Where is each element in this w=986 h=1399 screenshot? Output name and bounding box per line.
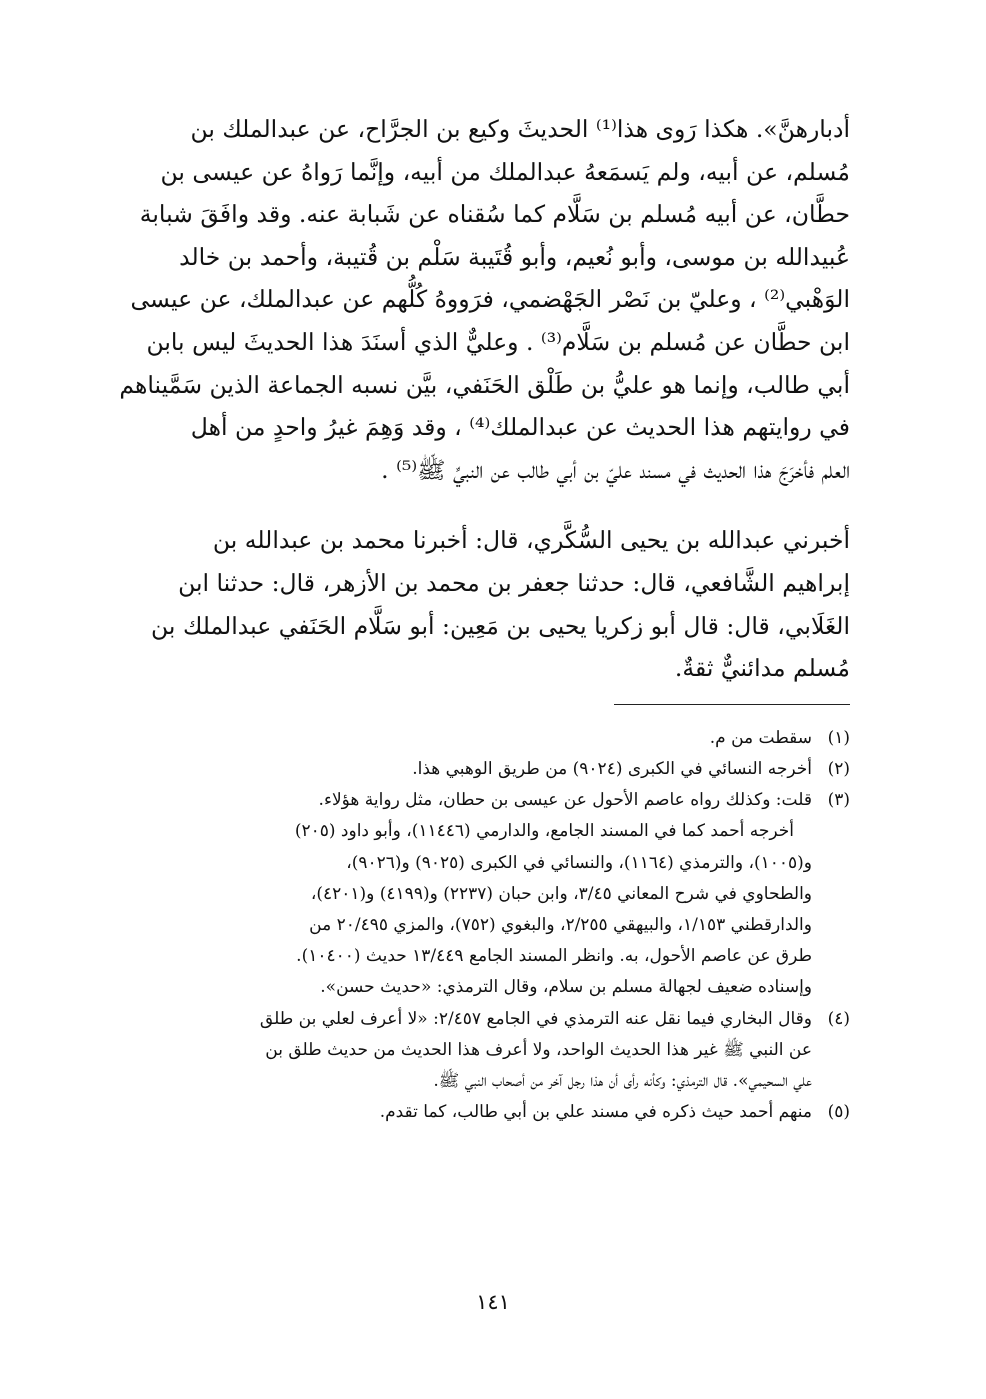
text-line: في روايتهم هذا الحديث عن عبدالملك⁽⁴⁾ ، وقد وَهِمَ غيرُ واحدٍ من أهل — [190, 413, 850, 442]
footnote-line: و(١٠٠٥)، والترمذي (١١٦٤)، والنسائي في الكبرى (٩٠٢٥) و(٩٠٢٦)، — [346, 852, 812, 873]
page-content — [119, 108, 850, 1128]
footnote-number: (٣) — [827, 790, 850, 811]
footnote-1 — [150, 723, 850, 754]
footnote-3 — [150, 785, 850, 816]
footnote-line: أخرجه أحمد كما في المسند الجامع، والدارمي (١١٤٤٦)، وأبو داود (٢٠٥) — [294, 821, 794, 842]
footnote-number: (٢) — [827, 758, 850, 779]
footnote-body — [150, 723, 812, 754]
footnote-body — [150, 785, 812, 816]
main-paragraph-2 — [150, 519, 850, 689]
text-line: عُبيدالله بن موسى، وأبو نُعيم، وأبو قُتَيبة سَلْم بن قُتيبة، وأحمد بن خالد — [179, 242, 850, 271]
footnote-number: (٤) — [827, 1008, 850, 1029]
text-line: مُسلم، عن أبيه، ولم يَسمَعهُ عبدالملك من أبيه، وإنَّما رَواهُ عن عيسى بن — [160, 157, 850, 186]
footnote-4 — [150, 1004, 850, 1098]
main-paragraph-1 — [119, 108, 850, 491]
footnote-line: والطحاوي في شرح المعاني ٣/٤٥، وابن حبان (٢٢٣٧) و(٤١٩٩) و(٤٢٠١)، — [310, 883, 812, 904]
text-line: أخبرني عبدالله بن يحيى السُّكَّري، قال: أخبرنا محمد بن عبدالله بن — [212, 526, 850, 555]
footnote-line: سقطت من م. — [709, 727, 812, 748]
footnote-line: عن النبي ﷺ غير هذا الحديث الواحد، ولا أعرف هذا الحديث من حديث طلق بن — [265, 1039, 812, 1060]
footnote-body — [150, 754, 812, 785]
text-line: الوَهْبي⁽²⁾ ، وعليّ بن نَصْر الجَهْضمي، فرَووهُ كُلُّهم عن عبدالملك، عن عيسى — [130, 285, 850, 314]
footnotes — [150, 723, 850, 1129]
text-line: الغَلَابي، قال: قال أبو زكريا يحيى بن مَعِين: أبو سَلَّام الحَنَفي عبدالملك بن — [151, 611, 850, 640]
footnote-3-continuation — [150, 816, 850, 1003]
footnote-5 — [150, 1097, 850, 1128]
footnote-number: (٥) — [827, 1102, 850, 1123]
footnote-line: وإسناده ضعيف لجهالة مسلم بن سلام، وقال الترمذي: «حديث حسن». — [320, 977, 812, 998]
footnote-number: (١) — [827, 727, 850, 748]
text-line: ابن حطَّان عن مُسلم بن سَلَّام⁽³⁾ . وعليٌّ الذي أسنَدَ هذا الحديثَ ليس بابن — [146, 327, 850, 356]
text-line: مُسلم مدائنيٌّ ثقةٌ. — [674, 654, 850, 683]
footnote-body — [150, 1004, 812, 1098]
page-number: ١٤١ — [476, 1290, 510, 1314]
footnote-line: علي السحيمي». قال الترمذي: وكأنه رأى أن هذا رجل آخر من أصحاب النبي ﷺ. — [433, 1070, 812, 1091]
footnote-line: منهم أحمد حيث ذكره في مسند علي بن أبي طالب، كما تقدم. — [379, 1102, 812, 1123]
text-line: إبراهيم الشَّافعي، قال: حدثنا جعفر بن محمد بن الأزهر، قال: حدثنا ابن — [178, 568, 850, 597]
footnote-body — [150, 1097, 812, 1128]
footnote-line: أخرجه النسائي في الكبرى (٩٠٢٤) من طريق الوهبي هذا. — [412, 758, 812, 779]
text-line: أدبارهنَّ». هكذا رَوى هذا⁽¹⁾ الحديثَ وكيع بن الجرَّاح، عن عبدالملك بن — [190, 115, 850, 143]
footnote-2 — [150, 754, 850, 785]
text-line: أبي طالب، وإنما هو عليُّ بن طَلْق الحَنَفي، بيَّن نسبه الجماعة الذين سَمَّيناهم — [119, 370, 850, 399]
text-line: العلم فأخرَجَ هذا الحديث في مسند عليّ بن أبي طالب عن النبيِّ ﷺ⁽⁵⁾ . — [381, 455, 850, 484]
footnote-line: والدارقطني ١/١٥٣، والبيهقي ٢/٢٥٥، والبغوي (٧٥٢)، والمزي ٢٠/٤٩٥ من — [309, 914, 812, 935]
text-line: حطَّان، عن أبيه مُسلم بن سَلَّام كما سُقناه عن شَبابة عنه. وقد وافَقَ شبابة — [139, 200, 850, 229]
footnote-divider — [614, 704, 850, 705]
footnote-line: طرق عن عاصم الأحول، به. وانظر المسند الجامع ١٣/٤٤٩ حديث (١٠٤٠٠). — [296, 946, 812, 967]
footnote-line: وقال البخاري فيما نقل عنه الترمذي في الجامع ٢/٤٥٧: «لا أعرف لعلي بن طلق — [259, 1008, 812, 1029]
footnote-line: قلت: وكذلك رواه عاصم الأحول عن عيسى بن حطان، مثل رواية هؤلاء. — [318, 790, 812, 811]
